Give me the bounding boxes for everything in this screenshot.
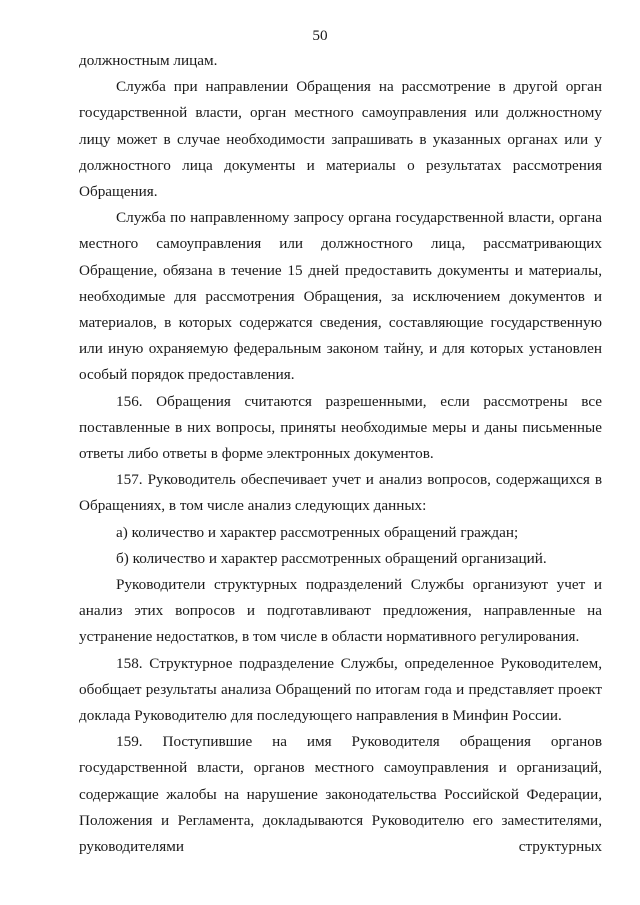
body-text bbox=[79, 48, 602, 860]
paragraph-157-heads: Руководители структурных подразделений Службы организуют учет и анализ этих вопросов и подготавливают предложения, направленные на устранение недостатков, в том числе в области нормативного регулирования. bbox=[79, 576, 602, 646]
paragraph-157-b: б) количество и характер рассмотренных обращений организаций. bbox=[116, 549, 547, 567]
paragraph-provide-documents: Служба по направленному запросу органа государственной власти, органа местного самоуправления или должностного лица, рассматривающих Обращение, обязана в течение 15 дней предоставить документы и материалы, необходимые для рассмотрения Обращения, за исключением документов и материалов, в которых содержатся сведения, составляющие государственную или иную охраняемую федеральным законом тайну, и для которых установлен особый порядок предоставления. bbox=[79, 209, 602, 384]
paragraph-157: 157. Руководитель обеспечивает учет и анализ вопросов, содержащихся в Обращениях, в том числе анализ следующих данных: bbox=[79, 471, 602, 515]
paragraph-157-a: а) количество и характер рассмотренных обращений граждан; bbox=[116, 523, 519, 541]
paragraph-158: 158. Структурное подразделение Службы, определенное Руководителем, обобщает результаты анализа Обращений по итогам года и представляет проект доклада Руководителю для последующего направления в Минфин России. bbox=[79, 654, 602, 725]
paragraph-request-documents: Служба при направлении Обращения на рассмотрение в другой орган государственной власти, орган местного самоуправления или должностному лицу может в случае необходимости запрашивать в указанных органах или у должностного лица документы и материалы о результатах рассмотрения Обращения. bbox=[79, 78, 602, 201]
paragraph-159: 159. Поступившие на имя Руководителя обращения органов государственной власти, органов местного самоуправления и организаций, содержащие жалобы на нарушение законодательства Российской Федерации, Положения и Регламента, докладываются Руководителю его заместителями, руководителями структурных bbox=[79, 733, 602, 856]
paragraph-continuation: должностным лицам. bbox=[79, 52, 218, 69]
page-number: 50 bbox=[312, 27, 328, 44]
paragraph-156: 156. Обращения считаются разрешенными, если рассмотрены все поставленные в них вопросы, приняты необходимые меры и даны письменные ответы либо ответы в форме электронных документов. bbox=[79, 392, 602, 463]
